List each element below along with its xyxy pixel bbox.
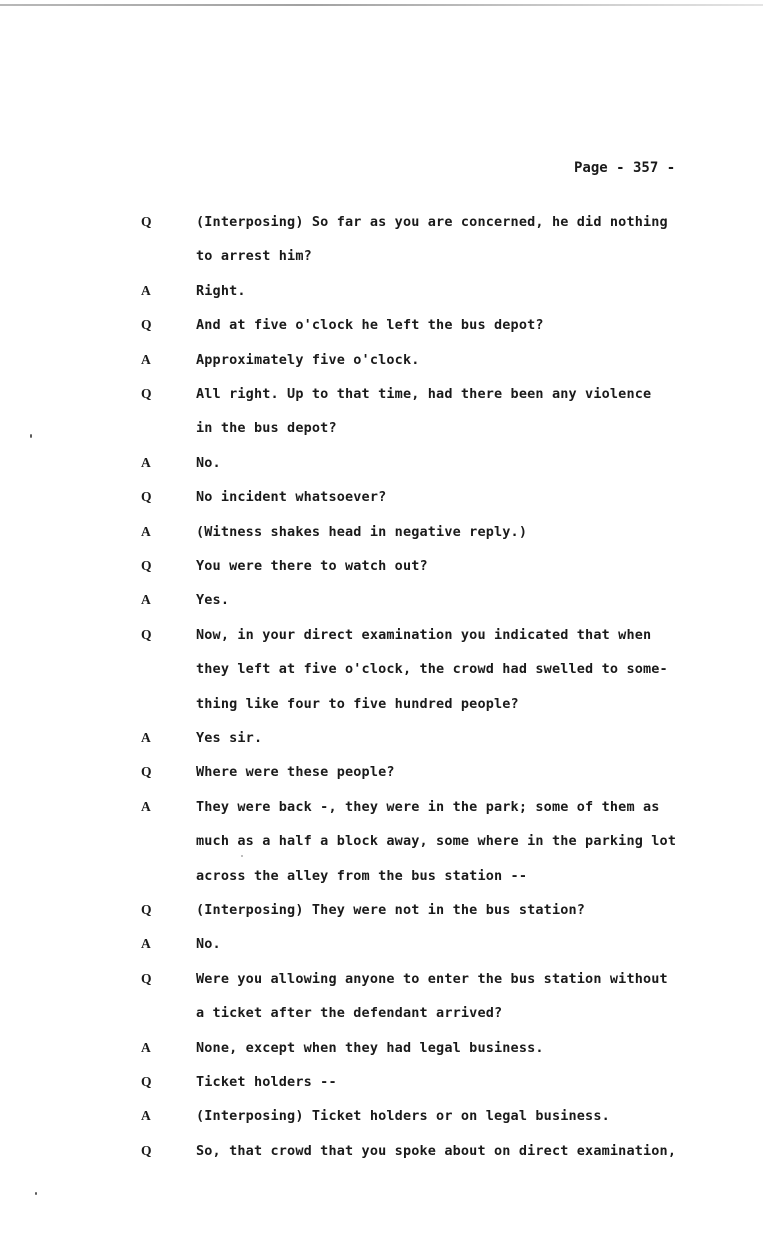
- transcript-continuation-line: [0, 696, 763, 716]
- speaker-question: Q: [141, 1143, 152, 1158]
- speaker-question: Q: [141, 317, 152, 332]
- transcript-continuation-line: [0, 248, 763, 268]
- speaker-question: Q: [141, 489, 152, 504]
- transcript-entry: [0, 352, 763, 372]
- speaker-question: Q: [141, 971, 152, 986]
- transcript-entry: [0, 592, 763, 612]
- speaker-question: Q: [141, 558, 152, 573]
- transcript-text: (Interposing) Ticket holders or on legal business.: [196, 1108, 610, 1124]
- transcript-text: a ticket after the defendant arrived?: [196, 1005, 503, 1021]
- speaker-answer: A: [141, 352, 151, 367]
- transcript-text: You were there to watch out?: [196, 558, 428, 574]
- transcript-text: much as a half a block away, some where in the parking lot: [196, 833, 677, 849]
- speaker-answer: A: [141, 799, 151, 814]
- speaker-answer: A: [141, 1040, 151, 1055]
- transcript-continuation-line: [0, 420, 763, 440]
- transcript-continuation-line: [0, 833, 763, 853]
- transcript-text: Approximately five o'clock.: [196, 352, 420, 368]
- transcript-text: Where were these people?: [196, 764, 395, 780]
- transcript-entry: [0, 489, 763, 509]
- transcript-text: No incident whatsoever?: [196, 489, 387, 505]
- speaker-question: Q: [141, 902, 152, 917]
- speaker-answer: A: [141, 524, 151, 539]
- transcript-continuation-line: [0, 1005, 763, 1025]
- speaker-question: Q: [141, 1074, 152, 1089]
- transcript-entry: [0, 283, 763, 303]
- transcript-text: All right. Up to that time, had there been any violence: [196, 386, 652, 402]
- speaker-answer: A: [141, 592, 151, 607]
- transcript-text: (Interposing) They were not in the bus station?: [196, 902, 586, 918]
- speaker-answer: A: [141, 936, 151, 951]
- transcript-entry: [0, 1143, 763, 1163]
- page-number: Page - 357 -: [574, 160, 676, 176]
- transcript-continuation-line: [0, 868, 763, 888]
- speaker-answer: A: [141, 283, 151, 298]
- transcript-entry: [0, 936, 763, 956]
- scan-edge-line: [0, 4, 763, 6]
- transcript-entry: [0, 799, 763, 819]
- transcript-continuation-line: [0, 661, 763, 681]
- transcript-text: in the bus depot?: [196, 420, 337, 436]
- transcript-text: across the alley from the bus station --: [196, 868, 528, 884]
- transcript-entry: [0, 971, 763, 991]
- transcript-text: they left at five o'clock, the crowd had swelled to some-: [196, 661, 668, 677]
- transcript-entry: [0, 764, 763, 784]
- speaker-question: Q: [141, 627, 152, 642]
- scan-speck: [35, 1192, 37, 1195]
- transcript-entry: [0, 1108, 763, 1128]
- scan-speck: [241, 855, 243, 857]
- transcript-text: Now, in your direct examination you indicated that when: [196, 627, 652, 643]
- transcript-text: They were back -, they were in the park; some of them as: [196, 799, 660, 815]
- transcript-text: Yes.: [196, 592, 230, 608]
- transcript-text: And at five o'clock he left the bus depot?: [196, 317, 544, 333]
- transcript-entry: [0, 902, 763, 922]
- transcript-text: (Interposing) So far as you are concerned, he did nothing: [196, 214, 668, 230]
- transcript-entry: [0, 524, 763, 544]
- transcript-text: No.: [196, 455, 221, 471]
- speaker-question: Q: [141, 386, 152, 401]
- speaker-answer: A: [141, 1108, 151, 1123]
- transcript-entry: [0, 455, 763, 475]
- transcript-entry: [0, 627, 763, 647]
- speaker-question: Q: [141, 214, 152, 229]
- transcript-entry: [0, 1074, 763, 1094]
- transcript-text: Ticket holders --: [196, 1074, 337, 1090]
- transcript-text: (Witness shakes head in negative reply.): [196, 524, 528, 540]
- speaker-question: Q: [141, 764, 152, 779]
- transcript-text: thing like four to five hundred people?: [196, 696, 519, 712]
- transcript-entry: [0, 214, 763, 234]
- transcript-entry: [0, 558, 763, 578]
- transcript-text: None, except when they had legal business.: [196, 1040, 544, 1056]
- speaker-answer: A: [141, 455, 151, 470]
- transcript-text: Were you allowing anyone to enter the bus station without: [196, 971, 668, 987]
- speaker-answer: A: [141, 730, 151, 745]
- transcript-entry: [0, 386, 763, 406]
- transcript-text: So, that crowd that you spoke about on direct examination,: [196, 1143, 677, 1159]
- transcript-entry: [0, 730, 763, 750]
- transcript-text: Yes sir.: [196, 730, 263, 746]
- transcript-text: Right.: [196, 283, 246, 299]
- transcript-entry: [0, 317, 763, 337]
- scan-speck: [30, 434, 32, 438]
- transcript-text: No.: [196, 936, 221, 952]
- transcript-entry: [0, 1040, 763, 1060]
- transcript-text: to arrest him?: [196, 248, 312, 264]
